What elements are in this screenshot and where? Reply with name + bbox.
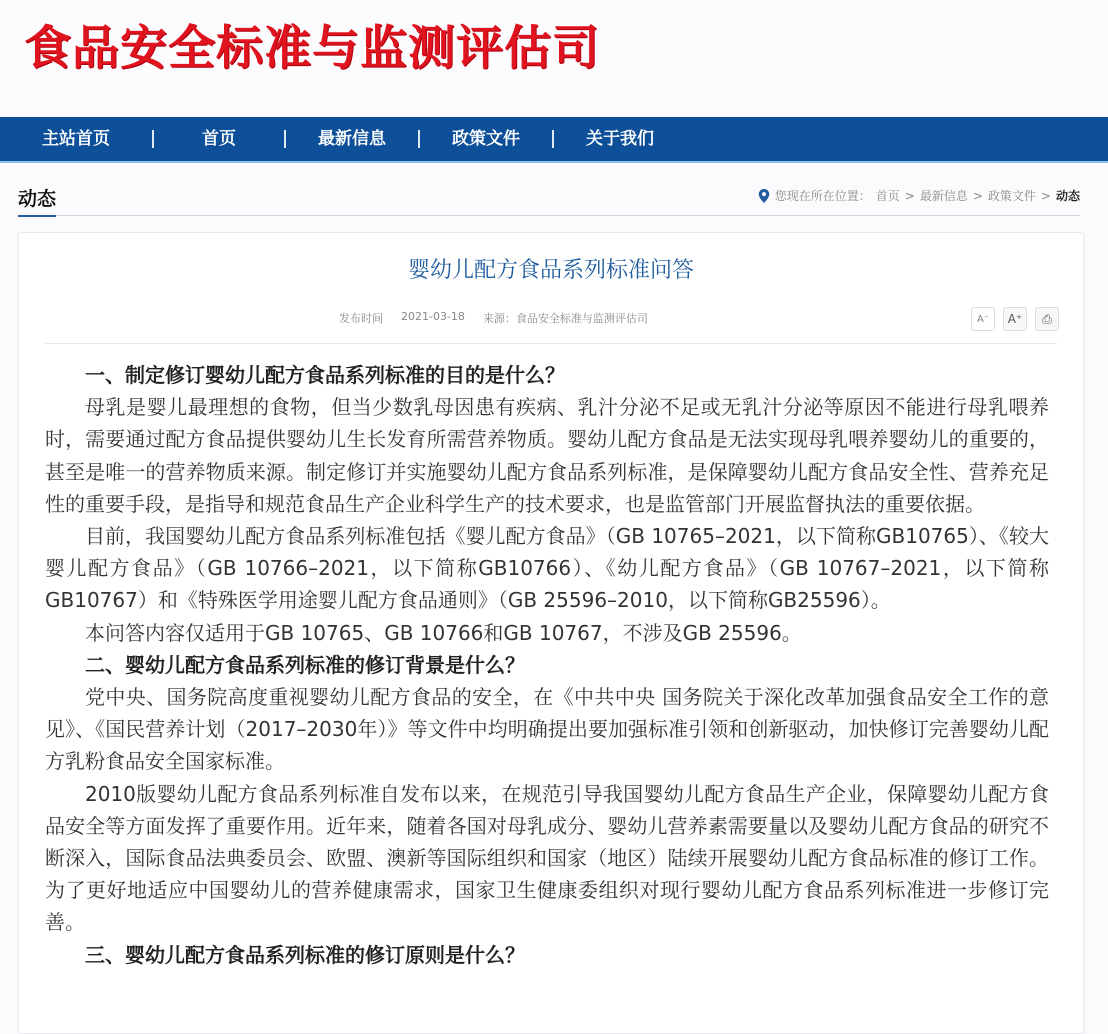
font-decrease-button[interactable] bbox=[971, 307, 995, 331]
breadcrumb-home[interactable]: 首页 bbox=[875, 189, 900, 203]
breadcrumb-prefix: 您现在所在位置： bbox=[774, 189, 871, 203]
article-tools bbox=[971, 307, 1059, 331]
breadcrumb-separator: > bbox=[972, 188, 983, 203]
paragraph: 2010版婴幼儿配方食品系列标准自发布以来，在规范引导我国婴幼儿配方食品生产企业，保障婴幼儿配方食品安全等方面发挥了重要作用。近年来，随着各国对母乳成分、婴幼儿营养素需要量以及婴幼儿配方食品的研究不断深入，国际食品法典委员会、欧盟、澳新等国际组织和国家（地区）陆续开展婴幼儿配方食品标准的修订工作。为了更好地适应中国婴幼儿的营养健康需求，国家卫生健康委组织对现行婴幼儿配方食品系列标准进一步修订完善。 bbox=[45, 781, 1049, 935]
print-icon: ⎙ bbox=[1042, 311, 1052, 326]
nav-item-about-us[interactable]: 关于我们 bbox=[586, 129, 654, 149]
site-title[interactable]: 食品安全标准与监测评估司 bbox=[24, 21, 600, 76]
section-header bbox=[18, 183, 1080, 216]
font-increase-button[interactable] bbox=[1003, 307, 1027, 331]
meta-divider bbox=[45, 343, 1057, 344]
site-header bbox=[0, 0, 1108, 117]
source-value: 食品安全标准与监测评估司 bbox=[515, 312, 648, 325]
section-title: 动态 bbox=[18, 183, 56, 217]
nav-item-latest-info[interactable]: 最新信息 bbox=[318, 129, 386, 149]
nav-item-main-site-home[interactable]: 主站首页 bbox=[42, 129, 110, 149]
nav-item-home[interactable]: 首页 bbox=[202, 129, 236, 149]
question-heading: 三、婴幼儿配方食品系列标准的修订原则是什么？ bbox=[85, 942, 525, 967]
article-meta bbox=[339, 310, 648, 326]
main-nav bbox=[0, 117, 1108, 163]
question-heading: 一、制定修订婴幼儿配方食品系列标准的目的是什么？ bbox=[85, 363, 565, 387]
nav-item-policy-docs[interactable]: 政策文件 bbox=[452, 129, 520, 149]
article-source bbox=[483, 310, 648, 326]
breadcrumb-separator: > bbox=[1040, 188, 1051, 203]
font-decrease-icon: A⁻ bbox=[976, 313, 990, 325]
paragraph: 目前，我国婴幼儿配方食品系列标准包括《婴儿配方食品》（GB 10765–2021，以下简称GB10765）、《较大婴儿配方食品》（GB 10766–2021，以下简称GB10766）、《幼儿配方食品》（GB 10767–2021，以下简称GB10767）和《特殊医学用途婴儿配方食品通则》（GB 25596–2010，以下简称GB25596）。 bbox=[45, 524, 1049, 613]
paragraph: 本问答内容仅适用于GB 10765、GB 10766和GB 10767，不涉及GB 25596。 bbox=[85, 620, 802, 645]
breadcrumb bbox=[758, 187, 1080, 204]
article-panel bbox=[18, 232, 1084, 1034]
article-body bbox=[45, 359, 1049, 971]
print-button[interactable] bbox=[1035, 307, 1059, 331]
paragraph: 母乳是婴儿最理想的食物，但当少数乳母因患有疾病、乳汁分泌不足或无乳汁分泌等原因不能进行母乳喂养时，需要通过配方食品提供婴幼儿生长发育所需营养物质。婴幼儿配方食品是无法实现母乳喂养婴幼儿的重要的，甚至是唯一的营养物质来源。制定修订并实施婴幼儿配方食品系列标准，是保障婴幼儿配方食品安全性、营养充足性的重要手段，是指导和规范食品生产企业科学生产的技术要求，也是监管部门开展监督执法的重要依据。 bbox=[45, 395, 1049, 516]
breadcrumb-policy-docs[interactable]: 政策文件 bbox=[987, 189, 1036, 203]
question-heading: 二、婴幼儿配方食品系列标准的修订背景是什么？ bbox=[85, 652, 525, 677]
breadcrumb-separator: > bbox=[904, 188, 915, 203]
location-pin-icon bbox=[758, 189, 770, 203]
font-increase-icon: A⁺ bbox=[1007, 312, 1023, 326]
publish-date: 2021-03-18 bbox=[401, 310, 465, 323]
source-label: 来源： bbox=[482, 312, 516, 325]
breadcrumb-latest-info[interactable]: 最新信息 bbox=[919, 189, 968, 203]
publish-date-label: 发布时间 bbox=[339, 312, 383, 325]
paragraph: 党中央、国务院高度重视婴幼儿配方食品的安全，在《中共中央 国务院关于深化改革加强食品安全工作的意见》、《国民营养计划（2017–2030年）》等文件中均明确提出要加强标准引领和创新驱动，加快修订完善婴幼儿配方乳粉食品安全国家标准。 bbox=[45, 685, 1049, 774]
breadcrumb-current[interactable]: 动态 bbox=[1055, 189, 1080, 203]
article-title: 婴幼儿配方食品系列标准问答 bbox=[407, 258, 694, 283]
